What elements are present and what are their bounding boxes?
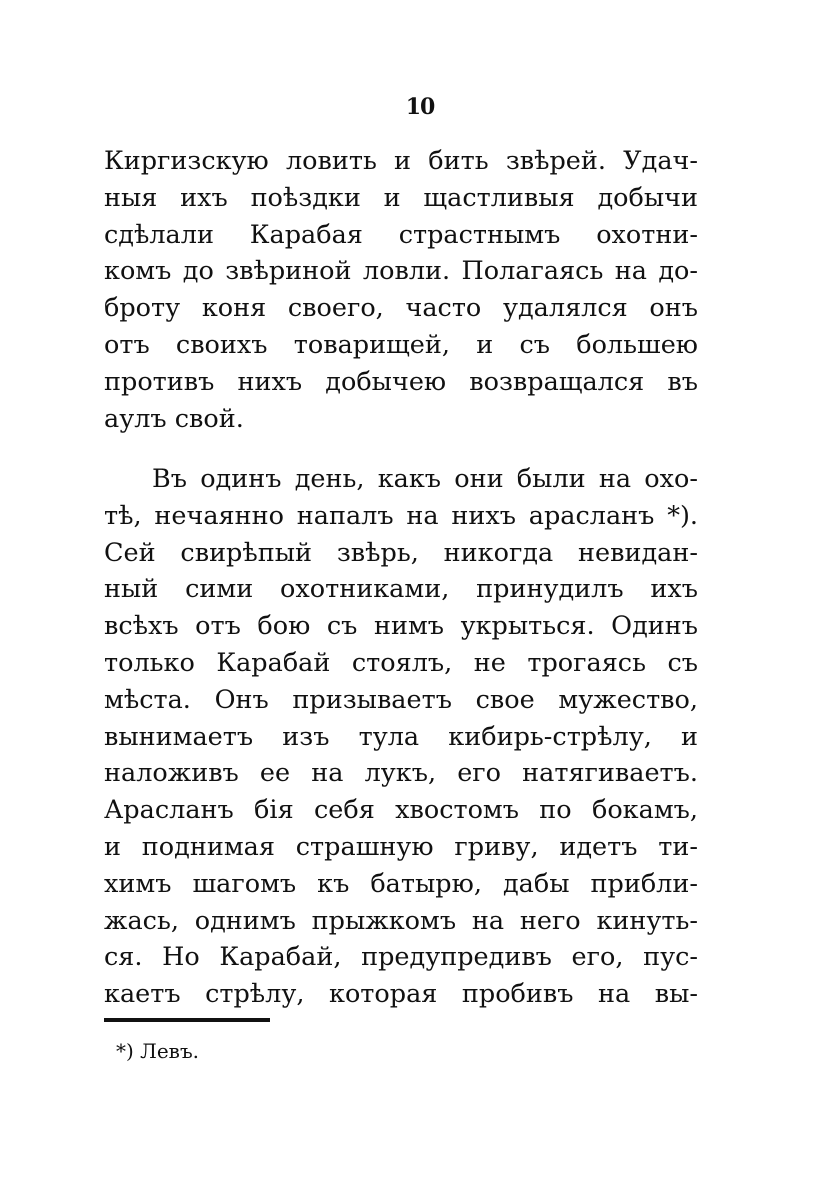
page-number: 10 (405, 94, 435, 120)
text-line: вынимаетъ изъ тула кибирь-стрѣлу, и (104, 721, 698, 752)
text-line: тѣ, нечаянно напалъ на нихъ арасланъ *). (104, 500, 698, 531)
text-line: жась, однимъ прыжкомъ на него кинуть- (104, 905, 698, 936)
text-line: химъ шагомъ къ батырю, дабы прибли- (104, 868, 698, 899)
text-line: сдѣлали Карабая страстнымъ охотни- (104, 219, 698, 250)
text-line: Киргизскую ловить и бить звѣрей. Удач- (104, 146, 698, 176)
text-line: аулъ свой. (104, 403, 244, 434)
text-line: каетъ стрѣлу, которая пробивъ на вы- (104, 979, 698, 1010)
paragraph-2 (104, 461, 698, 1013)
text-line: противъ нихъ добычею возвращался въ (104, 366, 698, 397)
text-line: ный сими охотниками, принудилъ ихъ (104, 574, 698, 605)
paragraph-1 (104, 143, 698, 437)
text-line: наложивъ ее на лукъ, его натягиваетъ. (104, 758, 698, 789)
text-line: мѣста. Онъ призываетъ свое мужество, (104, 684, 698, 715)
text-line: всѣхъ отъ бою съ нимъ укрыться. Одинъ (104, 611, 698, 642)
text-line: только Карабай стоялъ, не трогаясь съ (104, 647, 698, 678)
text-line: Въ одинъ день, какъ они были на охо- (152, 464, 698, 494)
text-line: комъ до звѣриной ловли. Полагаясь на до- (104, 256, 698, 287)
text-line: ныя ихъ поѣздки и щастливыя добычи (104, 182, 698, 213)
text-line: и поднимая страшную гриву, идетъ ти- (104, 831, 698, 862)
text-line: Сей свирѣпый звѣрь, никогда невидан- (104, 537, 698, 568)
text-line: Арасланъ бія себя хвостомъ по бокамъ, (104, 795, 698, 826)
text-line: отъ своихъ товарищей, и съ большею (104, 329, 698, 360)
text-line: ся. Но Карабай, предупредивъ его, пус- (104, 942, 698, 973)
footnote: *) Левъ. (116, 1039, 200, 1063)
text-line: броту коня своего, часто удалялся онъ (104, 293, 698, 324)
footnote-divider (104, 1018, 270, 1022)
